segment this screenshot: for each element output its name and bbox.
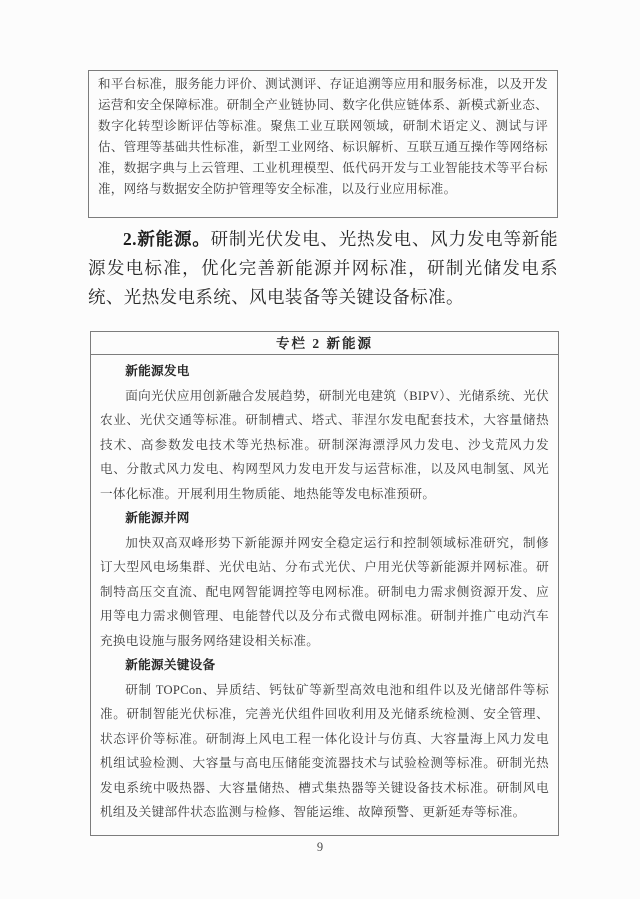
body-paragraph-new-energy xyxy=(88,225,558,312)
section-body-new-energy-generation: 面向光伏应用创新融合发展趋势，研制光电建筑（BIPV）、光储系统、光伏农业、光伏交通等标准。研制槽式、塔式、菲涅尔发电配套技术，大容量储热技术、高参数发电技术等光热标准。研制深海漂浮风力发电、沙戈荒风力发电、分散式风力发电、构网型风力发电开发与运营标准，以及风电制氢、风光一体化标准。开展利用生物质能、地热能等发电标准预研。 xyxy=(100,388,549,501)
section-body-grid-connection: 加快双高双峰形势下新能源并网安全稳定运行和控制领域标准研究，制修订大型风电场集群、光伏电站、分布式光伏、户用光伏等新能源并网标准。研制特高压交直流、配电网智能调控等电网标准。研制电力需求侧资源开发、应用等电力需求侧管理、电能替代以及分布式微电网标准。研制并推广电动汽车充换电设施与服务网络建设相关标准。 xyxy=(100,535,549,648)
box2-title: 专栏 2 新能源 xyxy=(91,332,558,355)
section-heading-grid-connection: 新能源并网 xyxy=(125,511,190,525)
box1-paragraph: 和平台标准，服务能力评价、测试测评、存证追溯等应用和服务标准，以及开发运营和安全保障标准。研制全产业链协同、数字化供应链体系、新模式新业态、数字化转型诊断评估等标准。聚焦工业互联网领域，研制术语定义、测试与评估、管理等基础共性标准，新型工业网络、标识解析、互联互通互操作等网络标准，数据字典与上云管理、工业机理模型、低代码开发与工业智能技术等平台标准，网络与数据安全防护管理等安全标准，以及行业应用标准。 xyxy=(98,77,548,196)
column-box-2-new-energy xyxy=(90,331,559,836)
section-heading-key-equipment: 新能源关键设备 xyxy=(125,658,216,672)
box2-content xyxy=(91,355,558,835)
section-body-key-equipment: 研制 TOPCon、异质结、钙钛矿等新型高效电池和组件以及光储部件等标准。研制智能光伏标准，完善光伏组件回收利用及光储系统检测、安全管理、状态评价等标准。研制海上风电工程一体化设计与仿真、大容量海上风力发电机组试验检测、大容量与高电压储能变流器技术与试验检测等标准。研制光热发电系统中吸热器、大容量储热、槽式集热器等关键设备技术标准。研制风电机组及关键部件状态监测与检修、智能运维、故障预警、更新延寿等标准。 xyxy=(100,682,549,819)
column-box-1-continuation xyxy=(88,70,558,218)
page-number: 9 xyxy=(316,840,324,854)
paragraph-body-text: 研制光伏发电、光热发电、风力发电等新能源发电标准，优化完善新能源并网标准，研制光储发电系统、光热发电系统、风电装备等关键设备标准。 xyxy=(88,229,558,307)
section-heading-new-energy-generation: 新能源发电 xyxy=(125,364,190,378)
paragraph-lead-number-title: 2.新能源。 xyxy=(123,229,211,249)
